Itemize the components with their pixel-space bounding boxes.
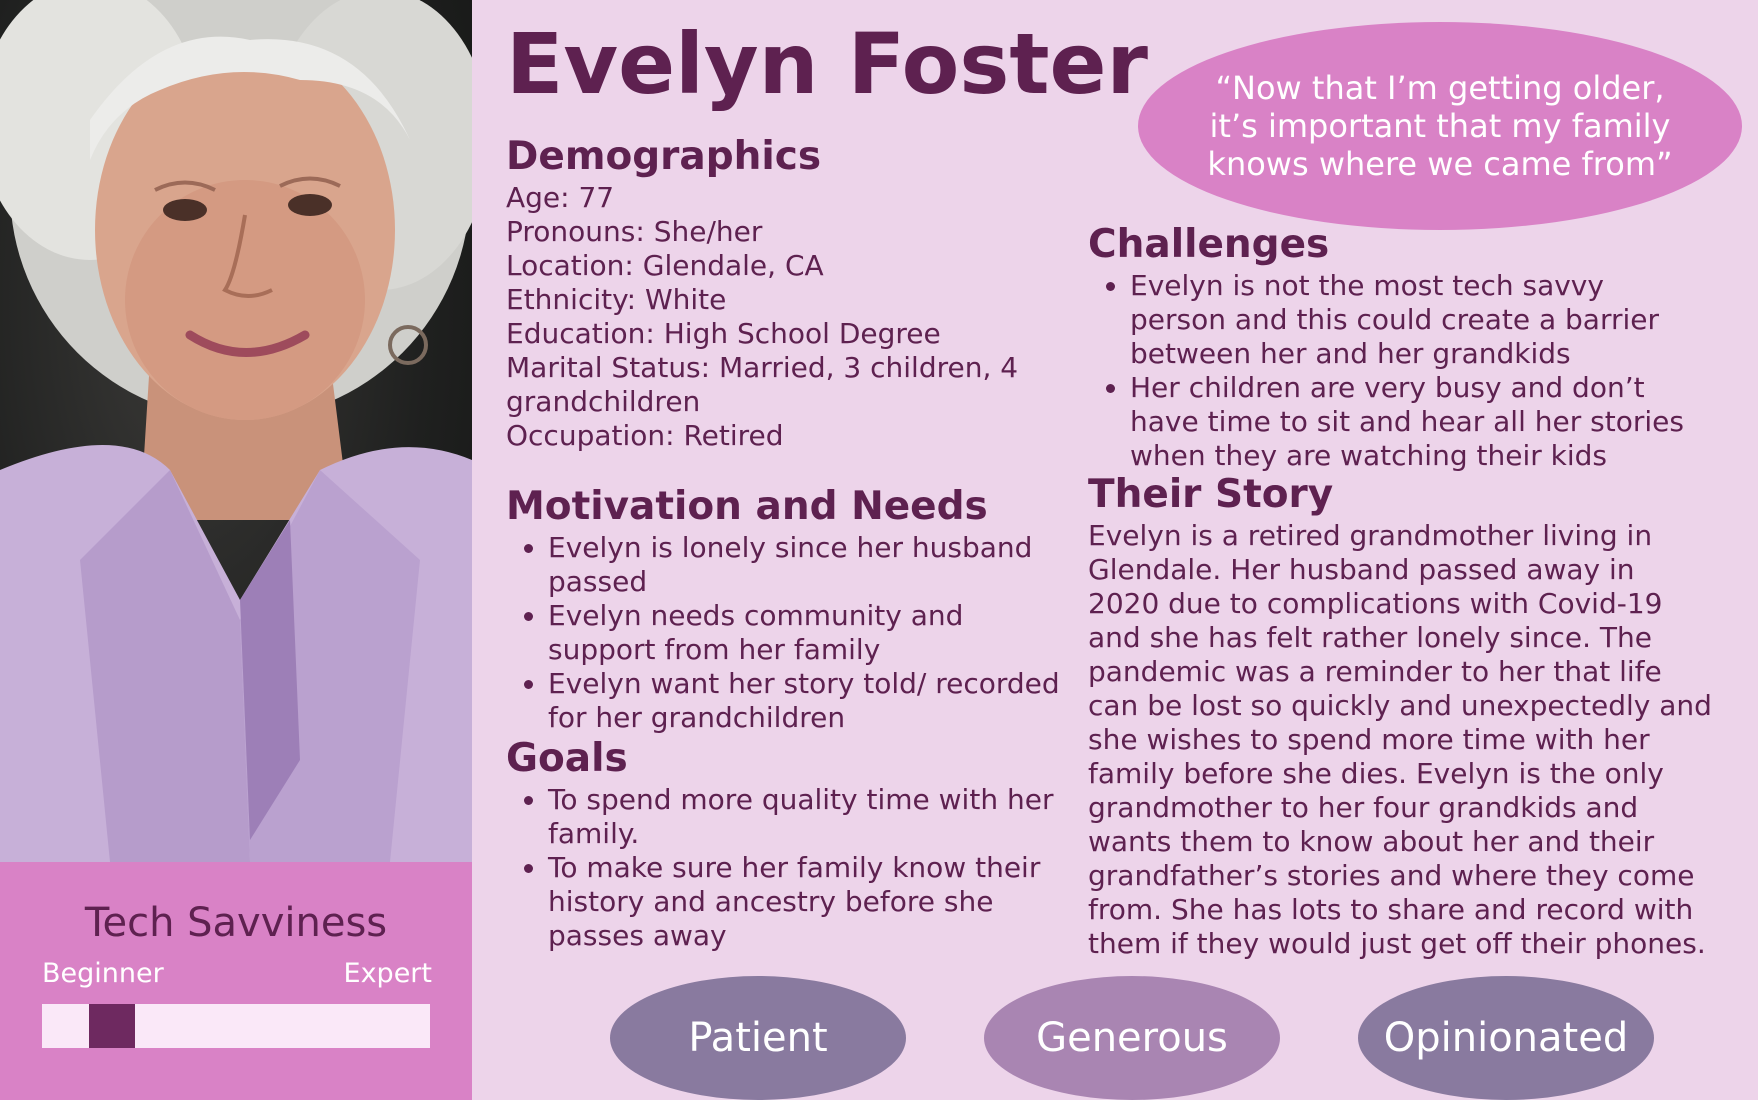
demographic-ethnicity: Ethnicity: White <box>506 282 727 316</box>
motivation-item: • Evelyn needs community and support from her family <box>548 599 1062 667</box>
demographic-occupation: Occupation: Retired <box>506 418 784 452</box>
tech-savviness-bar <box>42 1004 430 1048</box>
motivation-heading: Motivation and Needs <box>506 484 988 529</box>
story-heading: Their Story <box>1088 472 1334 517</box>
tech-savviness-level <box>89 1004 136 1048</box>
demographics-heading: Demographics <box>506 134 822 179</box>
trait-opinionated: Opinionated <box>1358 976 1654 1100</box>
challenges-heading: Challenges <box>1088 222 1330 267</box>
demographics-section <box>506 134 1066 453</box>
persona-name: Evelyn Foster <box>506 15 1148 113</box>
demographic-marital-status: Marital Status: Married, 3 children, 4 grandchildren <box>506 350 1019 418</box>
challenge-item: • Evelyn is not the most tech savvy person and this could create a barrier between her and her grandkids <box>1130 269 1708 371</box>
tech-savviness-low-label: Beginner <box>42 958 164 989</box>
portrait-illustration <box>0 0 472 862</box>
motivation-item: • Evelyn want her story told/ recorded for her grandchildren <box>548 667 1062 735</box>
quote-bubble <box>1138 22 1742 230</box>
persona-photo <box>0 0 472 862</box>
goals-heading: Goals <box>506 736 628 781</box>
trait-patient: Patient <box>610 976 906 1100</box>
story-section <box>1088 472 1712 961</box>
challenges-section <box>1088 222 1708 473</box>
tech-savviness-title: Tech Savviness <box>84 900 388 946</box>
demographic-age: Age: 77 <box>506 180 615 214</box>
goals-section <box>506 736 1062 953</box>
demographic-education: Education: High School Degree <box>506 316 941 350</box>
demographic-pronouns: Pronouns: She/her <box>506 214 763 248</box>
tech-savviness-panel <box>0 862 472 1100</box>
challenges-list <box>1088 269 1708 473</box>
quote-text: “Now that I’m getting older, it’s important that my family knows where we came from” <box>1207 69 1673 183</box>
demographic-location: Location: Glendale, CA <box>506 248 824 282</box>
motivation-section <box>506 484 1062 735</box>
motivation-list <box>506 531 1062 735</box>
trait-generous: Generous <box>984 976 1280 1100</box>
goal-item: • To spend more quality time with her family. <box>548 783 1062 851</box>
goal-item: • To make sure her family know their history and ancestry before she passes away <box>548 851 1062 953</box>
challenge-item: • Her children are very busy and don’t have time to sit and hear all her stories when they are watching their kids <box>1130 371 1708 473</box>
goals-list <box>506 783 1062 953</box>
tech-savviness-high-label: Expert <box>343 958 432 989</box>
story-text: Evelyn is a retired grandmother living in Glendale. Her husband passed away in 2020 due to complications with Covid-19 and she has felt rather lonely since. The pandemic was a reminder to her that life can be lost so quickly and unexpectedly and she wishes to spend more time with her family before she dies. Evelyn is the only grandmother to her four grandkids and wants them to know about her and their grandfather’s stories and where they come from. She has lots to share and record with them if they would just get off their phones. <box>1088 518 1712 960</box>
motivation-item: • Evelyn is lonely since her husband passed <box>548 531 1062 599</box>
